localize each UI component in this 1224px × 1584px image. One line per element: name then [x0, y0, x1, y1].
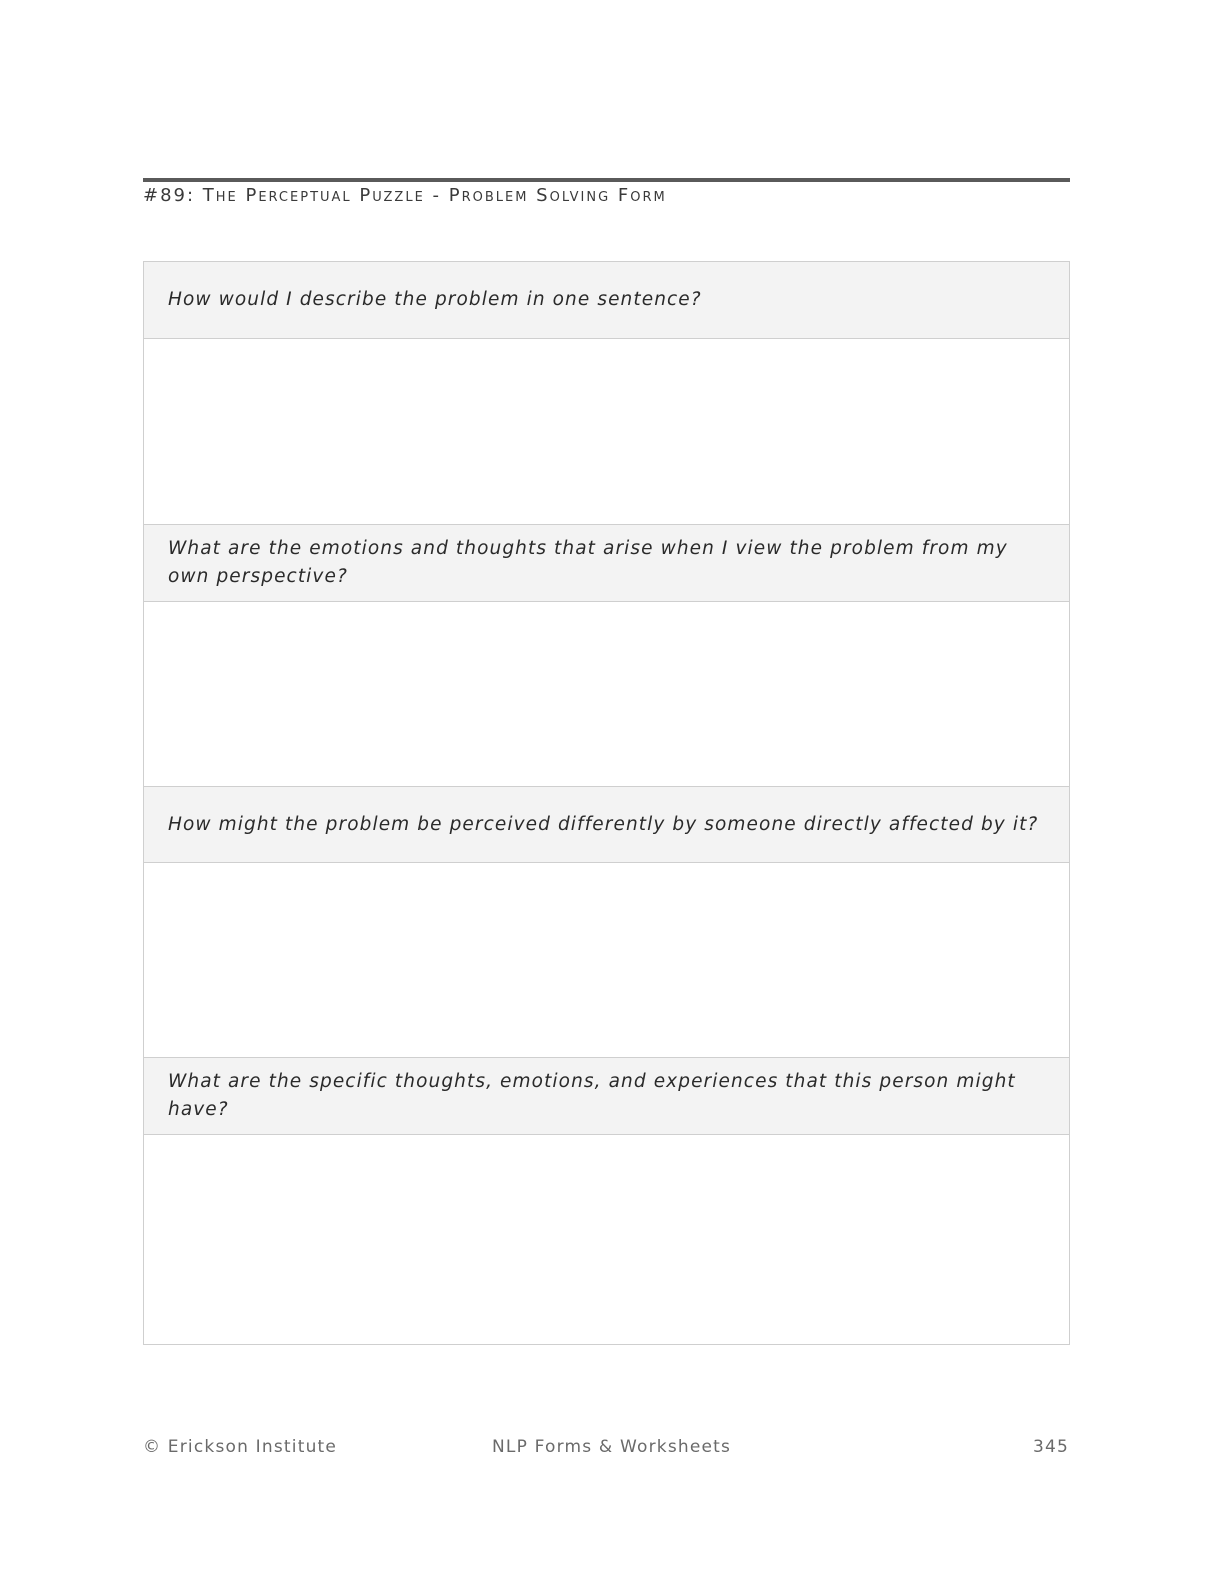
page-title: #89: The Perceptual Puzzle - Problem Solving Form: [143, 185, 667, 206]
answer-field-4[interactable]: [144, 1135, 1069, 1344]
question-row-2: [144, 525, 1069, 602]
footer-page-number: 345: [1032, 1437, 1069, 1457]
question-text: What are the emotions and thoughts that arise when I view the problem from my own perspective?: [168, 538, 1008, 587]
answer-field-1[interactable]: [144, 339, 1069, 525]
question-row-4: [144, 1058, 1069, 1135]
answer-field-3[interactable]: [144, 863, 1069, 1058]
problem-solving-form: [143, 261, 1070, 1345]
question-row-1: [144, 262, 1069, 339]
footer-copyright: © Erickson Institute: [143, 1437, 338, 1457]
header-rule: [143, 178, 1070, 182]
answer-field-2[interactable]: [144, 602, 1069, 787]
question-row-3: [144, 787, 1069, 863]
question-text: How might the problem be perceived differently by someone directly affected by it?: [168, 813, 1039, 835]
question-text: What are the specific thoughts, emotions, and experiences that this person might have?: [168, 1071, 1016, 1120]
footer-book-title: NLP Forms & Worksheets: [492, 1437, 732, 1457]
question-text: How would I describe the problem in one sentence?: [168, 289, 702, 310]
